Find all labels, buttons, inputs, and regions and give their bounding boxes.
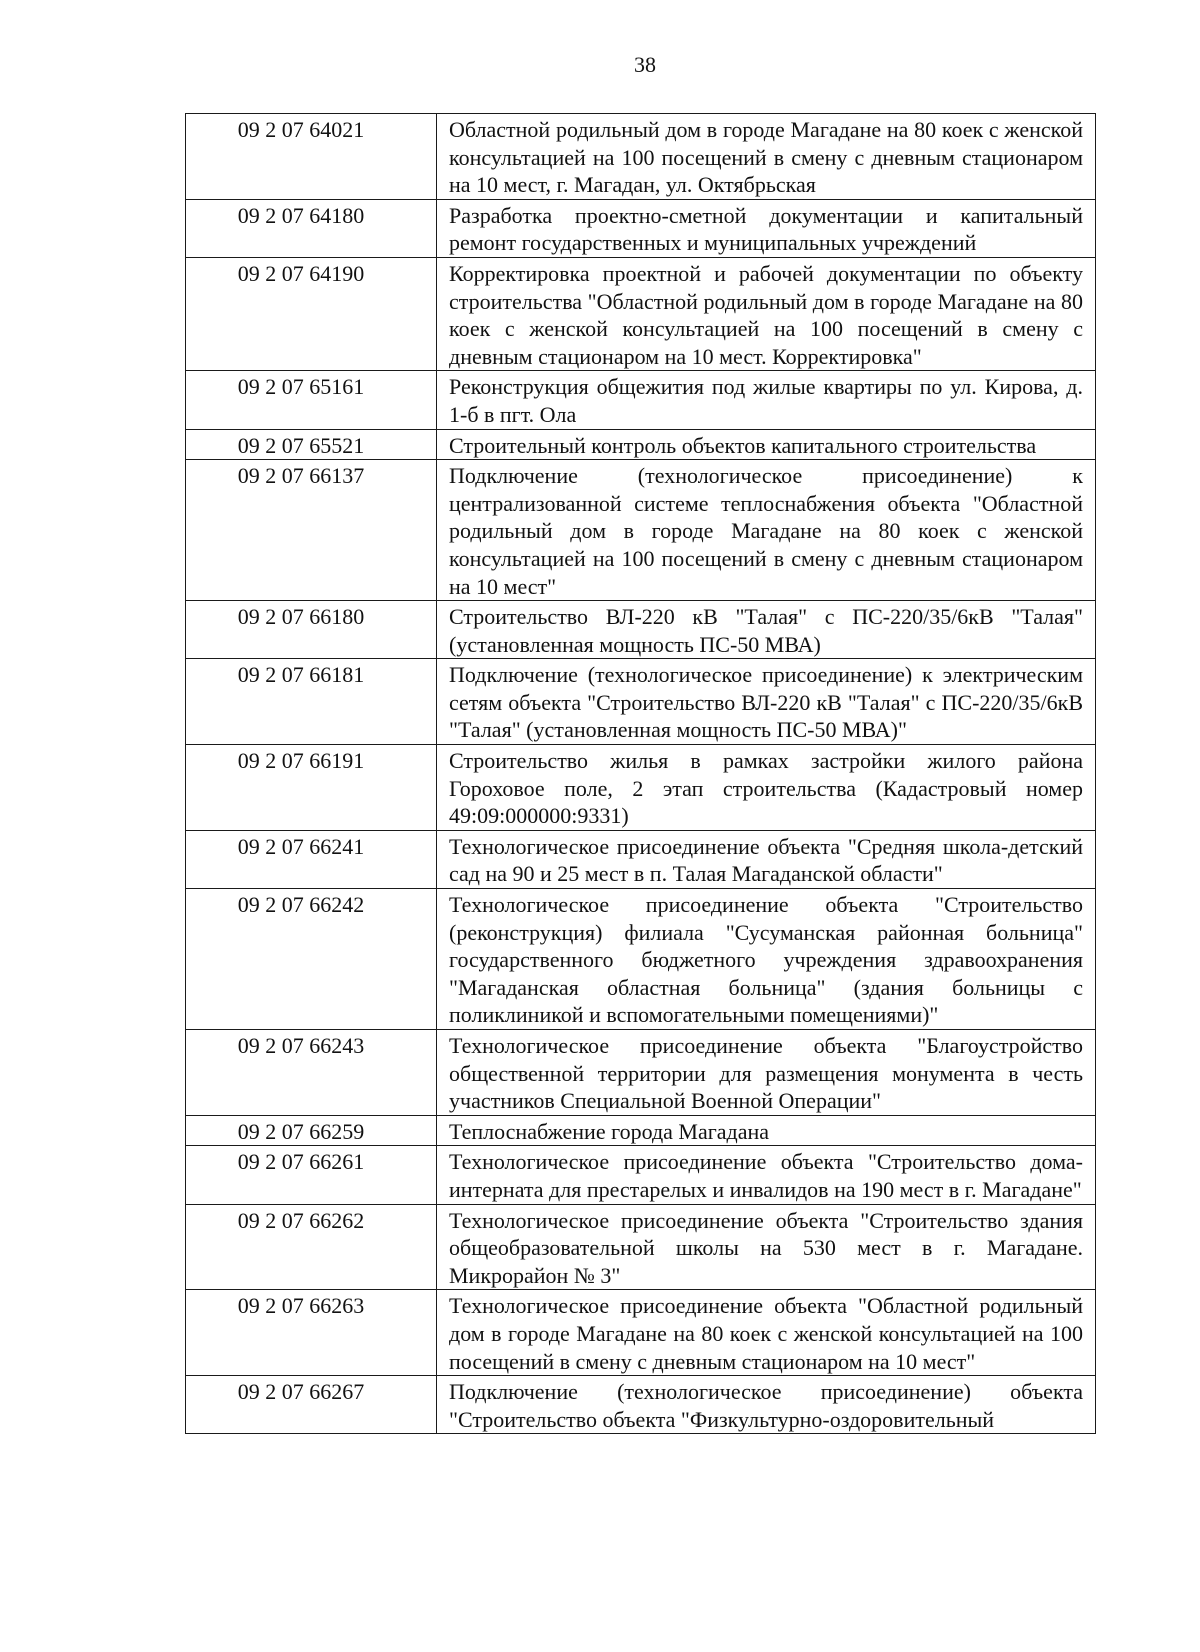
- row-description: Технологическое присоединение объекта "Строительство здания общеобразовательной школы на 530 мест в г. Магадане. Микрорайон № 3": [437, 1204, 1096, 1290]
- row-code: 09 2 07 66241: [186, 830, 437, 888]
- row-description: Строительный контроль объектов капитального строительства: [437, 429, 1096, 460]
- row-code: 09 2 07 65521: [186, 429, 437, 460]
- table-row: [186, 199, 1096, 257]
- row-description: Строительство ВЛ-220 кВ "Талая" с ПС-220/35/6кВ "Талая" (установленная мощность ПС-50 МВА): [437, 601, 1096, 659]
- row-code: 09 2 07 65161: [186, 371, 437, 429]
- table-row: [186, 1204, 1096, 1290]
- row-description: Технологическое присоединение объекта "Средняя школа-детский сад на 90 и 25 мест в п. Талая Магаданской области": [437, 830, 1096, 888]
- row-description: Теплоснабжение города Магадана: [437, 1115, 1096, 1146]
- table-row: [186, 1146, 1096, 1204]
- row-description: Технологическое присоединение объекта "Благоустройство общественной территории для размещения монумента в честь участников Специальной Военной Операции": [437, 1030, 1096, 1116]
- table-row: [186, 1290, 1096, 1376]
- row-description: Подключение (технологическое присоединение) объекта "Строительство объекта "Физкультурно-оздоровительный: [437, 1376, 1096, 1434]
- row-description: Технологическое присоединение объекта "Строительство (реконструкция) филиала "Сусуманская районная больница" государственного бюджетного учреждения здравоохранения "Магаданская областная больница" (здания больницы с поликлиникой и вспомогательными помещениями)": [437, 889, 1096, 1030]
- row-description: Разработка проектно-сметной документации и капитальный ремонт государственных и муниципальных учреждений: [437, 199, 1096, 257]
- table-row: [186, 429, 1096, 460]
- row-code: 09 2 07 66259: [186, 1115, 437, 1146]
- table-row: [186, 830, 1096, 888]
- table-row: [186, 1030, 1096, 1116]
- table-row: [186, 889, 1096, 1030]
- row-code: 09 2 07 66191: [186, 745, 437, 831]
- row-code: 09 2 07 64180: [186, 199, 437, 257]
- table-row: [186, 257, 1096, 370]
- row-code: 09 2 07 66262: [186, 1204, 437, 1290]
- row-code: 09 2 07 66181: [186, 659, 437, 745]
- row-code: 09 2 07 64021: [186, 114, 437, 200]
- row-description: Подключение (технологическое присоединение) к централизованной системе теплоснабжения объекта "Областной родильный дом в городе Магадане на 80 коек с женской консультацией на 100 посещений в смену с дневным стационаром на 10 мест": [437, 460, 1096, 601]
- row-description: Реконструкция общежития под жилые квартиры по ул. Кирова, д. 1-б в пгт. Ола: [437, 371, 1096, 429]
- row-description: Корректировка проектной и рабочей документации по объекту строительства "Областной родильный дом в городе Магадане на 80 коек с женской консультацией на 100 посещений в смену с дневным стационаром на 10 мест. Корректировка": [437, 257, 1096, 370]
- table-row: [186, 371, 1096, 429]
- table-row: [186, 601, 1096, 659]
- row-code: 09 2 07 66242: [186, 889, 437, 1030]
- row-code: 09 2 07 64190: [186, 257, 437, 370]
- row-code: 09 2 07 66243: [186, 1030, 437, 1116]
- row-description: Технологическое присоединение объекта "Областной родильный дом в городе Магадане на 80 коек с женской консультацией на 100 посещений в смену с дневным стационаром на 10 мест": [437, 1290, 1096, 1376]
- table-row: [186, 745, 1096, 831]
- row-description: Подключение (технологическое присоединение) к электрическим сетям объекта "Строительство ВЛ-220 кВ "Талая" с ПС-220/35/6кВ "Талая" (установленная мощность ПС-50 МВА)": [437, 659, 1096, 745]
- row-code: 09 2 07 66137: [186, 460, 437, 601]
- row-code: 09 2 07 66263: [186, 1290, 437, 1376]
- table-row: [186, 1376, 1096, 1434]
- table-row: [186, 114, 1096, 200]
- row-code: 09 2 07 66180: [186, 601, 437, 659]
- budget-codes-table: [185, 113, 1096, 1434]
- table-row: [186, 1115, 1096, 1146]
- row-description: Технологическое присоединение объекта "Строительство дома-интерната для престарелых и инвалидов на 190 мест в г. Магадане": [437, 1146, 1096, 1204]
- row-description: Областной родильный дом в городе Магадане на 80 коек с женской консультацией на 100 посещений в смену с дневным стационаром на 10 мест, г. Магадан, ул. Октябрьская: [437, 114, 1096, 200]
- row-code: 09 2 07 66261: [186, 1146, 437, 1204]
- page-number: 38: [634, 52, 656, 77]
- row-description: Строительство жилья в рамках застройки жилого района Гороховое поле, 2 этап строительства (Кадастровый номер 49:09:000000:9331): [437, 745, 1096, 831]
- table-row: [186, 659, 1096, 745]
- row-code: 09 2 07 66267: [186, 1376, 437, 1434]
- table-row: [186, 460, 1096, 601]
